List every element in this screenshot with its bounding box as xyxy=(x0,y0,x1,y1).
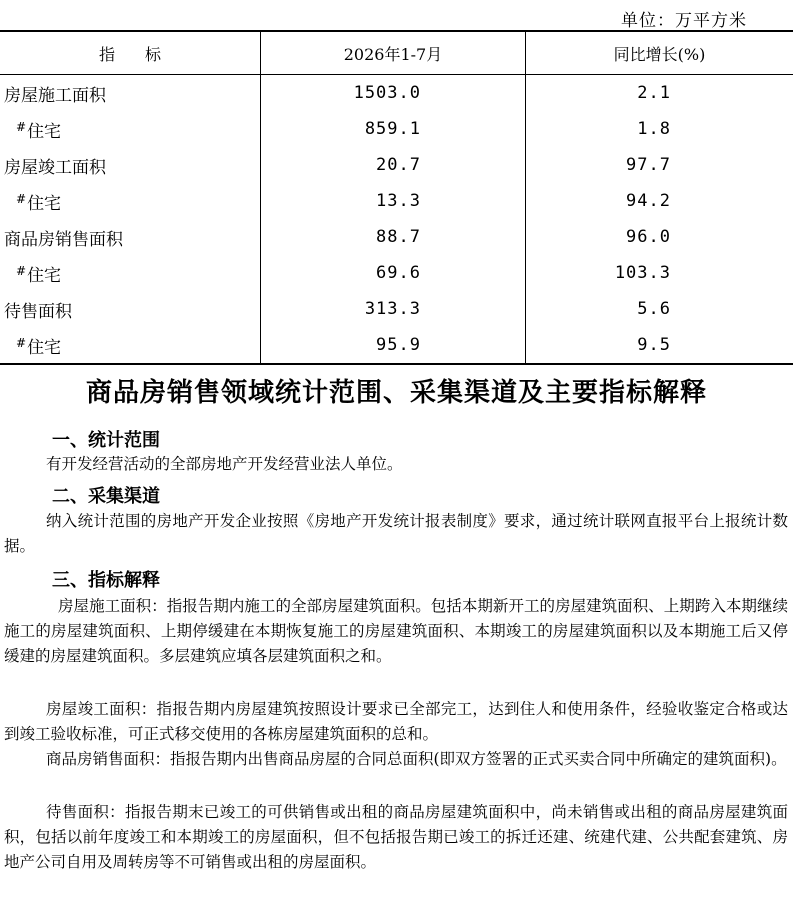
row-growth: 94.2 xyxy=(626,191,671,211)
table-header-row xyxy=(0,31,793,75)
table-row xyxy=(0,327,793,364)
sub-item-mark: # xyxy=(16,263,27,278)
scope-heading: 一、统计范围 xyxy=(52,430,160,451)
row-label-text: 房屋竣工面积 xyxy=(4,157,106,178)
row-value: 69.6 xyxy=(261,255,526,291)
row-label xyxy=(0,147,261,183)
header-period: 2026年1-7月 xyxy=(261,31,526,75)
row-value: 1503.0 xyxy=(261,75,526,112)
row-label-text: 住宅 xyxy=(27,121,62,142)
row-growth: 5.6 xyxy=(637,299,671,319)
statistics-table xyxy=(0,30,793,365)
row-label-text: 待售面积 xyxy=(4,301,72,322)
row-label-text: 住宅 xyxy=(27,265,62,286)
section-title: 商品房销售领域统计范围、采集渠道及主要指标解释 xyxy=(85,378,707,408)
row-growth: 96.0 xyxy=(626,227,671,247)
row-value: 313.3 xyxy=(261,291,526,327)
table-row xyxy=(0,111,793,147)
table-row xyxy=(0,255,793,291)
header-indicator: 指标 xyxy=(0,31,261,75)
row-label-text: 商品房销售面积 xyxy=(4,229,123,250)
row-label-sub xyxy=(0,255,261,291)
row-value: 95.9 xyxy=(261,327,526,364)
definition-sales-area: 商品房销售面积：指报告期内出售商品房屋的合同总面积(即双方签署的正式买卖合同中所确定的建筑面积)。 xyxy=(46,750,787,768)
row-value: 88.7 xyxy=(261,219,526,255)
row-label xyxy=(0,291,261,327)
row-value: 859.1 xyxy=(261,111,526,147)
unit-label: 单位：万平方米 xyxy=(621,11,747,31)
row-label-sub xyxy=(0,183,261,219)
row-growth: 9.5 xyxy=(526,327,793,364)
row-label xyxy=(0,75,261,112)
sub-item-mark: # xyxy=(16,335,27,350)
row-label-sub xyxy=(0,327,261,364)
table-row xyxy=(0,291,793,327)
channel-text: 纳入统计范围的房地产开发企业按照《房地产开发统计报表制度》要求，通过统计联网直报平台上报统计数据。 xyxy=(4,512,788,555)
definition-construction-area: 房屋施工面积：指报告期内施工的全部房屋建筑面积。包括本期新开工的房屋建筑面积、上期跨入本期继续施工的房屋建筑面积、上期停缓建在本期恢复施工的房屋建筑面积、本期竣工的房屋建筑面积以及本期施工后又停缓建的房屋建筑面积。多层建筑应填各层建筑面积之和。 xyxy=(4,597,788,665)
row-label-text: 住宅 xyxy=(27,337,62,358)
sub-item-mark: # xyxy=(16,191,27,206)
row-label-text: 住宅 xyxy=(27,193,62,214)
definition-for-sale-area: 待售面积：指报告期末已竣工的可供销售或出租的商品房屋建筑面积中，尚未销售或出租的商品房屋建筑面积，包括以前年度竣工和本期竣工的房屋面积，但不包括报告期已竣工的拆迁还建、统建代建、公共配套建筑、房地产公司自用及周转房等不可销售或出租的房屋面积。 xyxy=(4,803,788,871)
row-label xyxy=(0,219,261,255)
row-growth: 97.7 xyxy=(626,155,671,175)
header-growth: 同比增长(%) xyxy=(526,31,793,75)
row-growth: 2.1 xyxy=(637,83,671,103)
channel-heading: 二、采集渠道 xyxy=(52,486,160,507)
row-label-text: 房屋施工面积 xyxy=(4,85,106,106)
row-growth: 103.3 xyxy=(614,263,671,283)
row-growth: 1.8 xyxy=(637,119,671,139)
row-value: 13.3 xyxy=(261,183,526,219)
table-row xyxy=(0,183,793,219)
table-row xyxy=(0,147,793,183)
definition-completed-area: 房屋竣工面积：指报告期内房屋建筑按照设计要求已全部完工，达到住人和使用条件，经验收鉴定合格或达到竣工验收标准，可正式移交使用的各栋房屋建筑面积的总和。 xyxy=(4,700,788,743)
table-row xyxy=(0,219,793,255)
sub-item-mark: # xyxy=(16,119,27,134)
row-value: 20.7 xyxy=(261,147,526,183)
scope-text: 有开发经营活动的全部房地产开发经营业法人单位。 xyxy=(46,455,403,473)
indicator-heading: 三、指标解释 xyxy=(52,570,160,591)
table-row xyxy=(0,75,793,112)
row-label-sub xyxy=(0,111,261,147)
